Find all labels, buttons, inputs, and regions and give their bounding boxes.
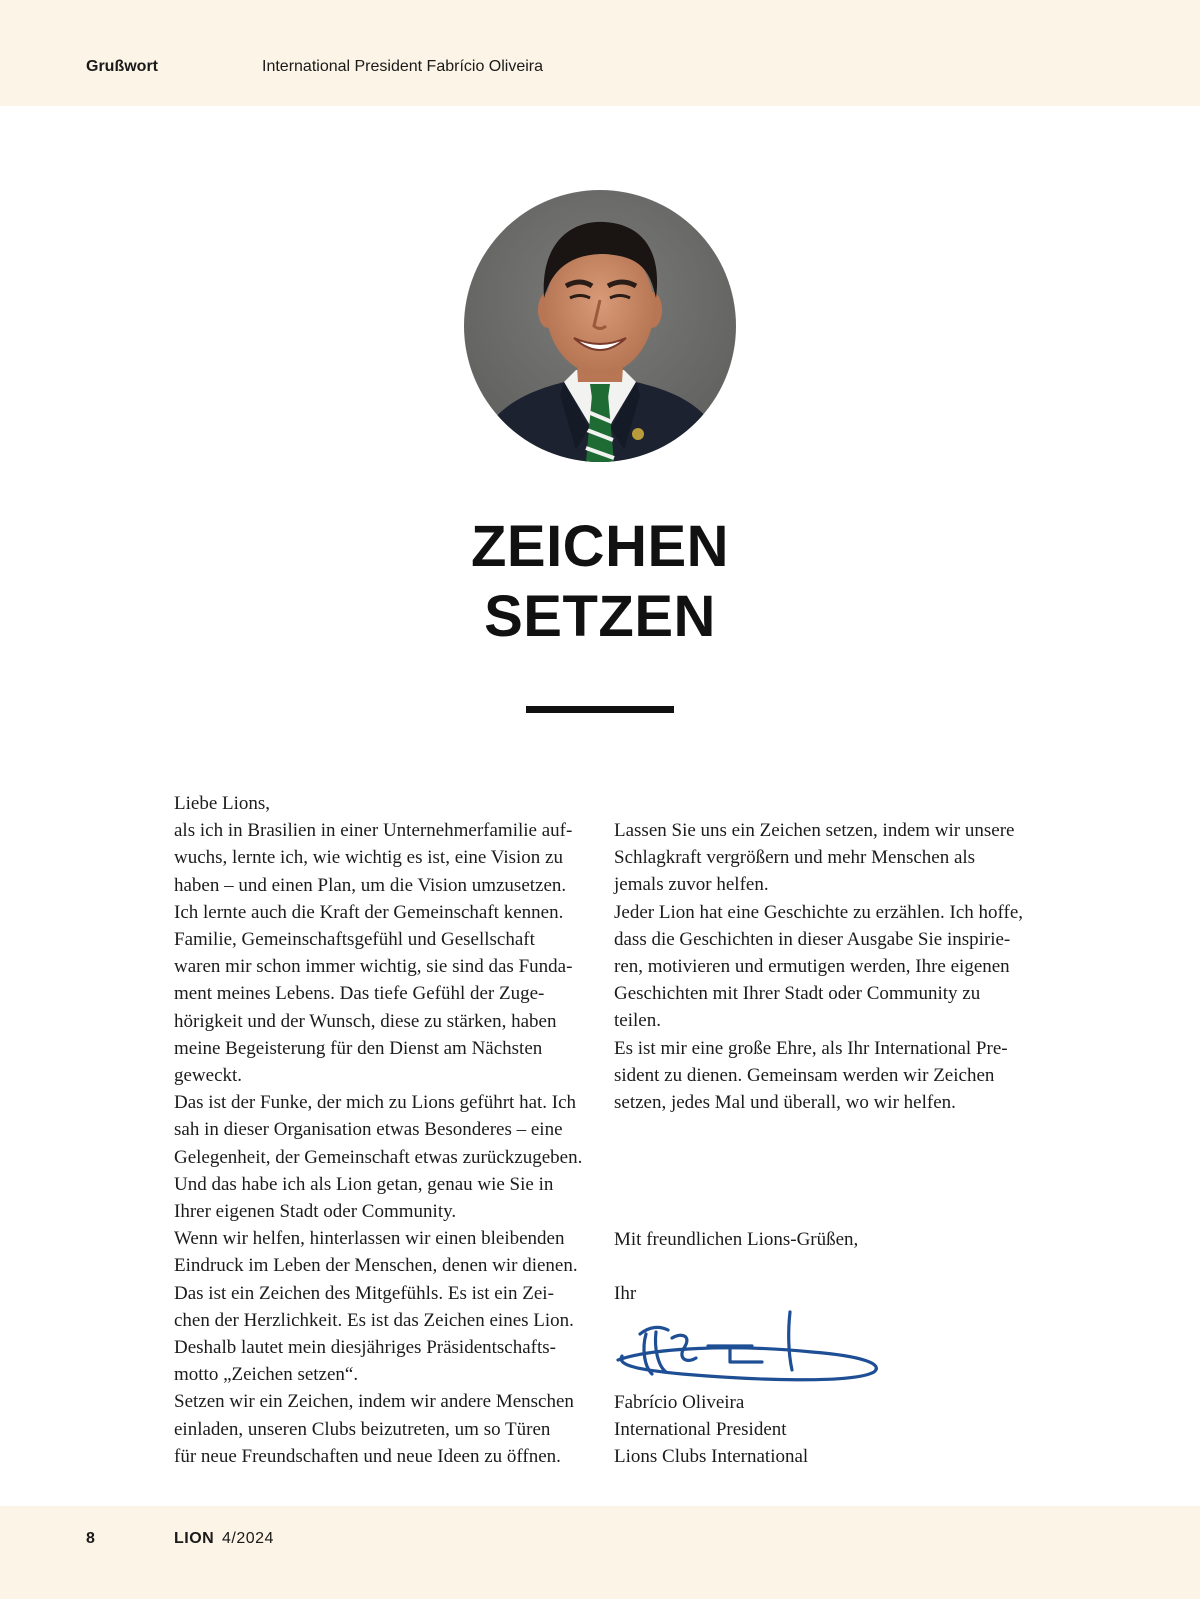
headline xyxy=(300,512,900,652)
letter-line: meine Begeisterung für den Dienst am Nächsten xyxy=(174,1037,543,1059)
header-subtitle: International President Fabrício Oliveira xyxy=(262,58,544,75)
letter-line: Schlagkraft vergrößern und mehr Menschen als xyxy=(614,847,976,869)
letter-line: Geschichten mit Ihrer Stadt oder Community zu xyxy=(614,983,981,1005)
letter-line: Ich lernte auch die Kraft der Gemeinschaft kennen. xyxy=(174,901,564,923)
signer-title: International President xyxy=(614,1419,787,1441)
letter-yours: Ihr xyxy=(614,1283,637,1304)
letter-line: Es ist mir eine große Ehre, als Ihr International Pre- xyxy=(614,1037,1008,1059)
letter-column-left xyxy=(174,790,594,1470)
letter-line: Deshalb lautet mein diesjähriges Präsidentschafts- xyxy=(174,1337,557,1359)
letter-line: chen der Herzlichkeit. Es ist das Zeichen eines Lion. xyxy=(174,1309,574,1331)
portrait-illustration xyxy=(464,190,736,462)
signer-name: Fabrício Oliveira xyxy=(614,1392,745,1413)
letter-line: Liebe Lions, xyxy=(174,793,271,814)
page-number: 8 xyxy=(86,1530,95,1547)
letter-line: Wenn wir helfen, hinterlassen wir einen bleibenden xyxy=(174,1228,565,1250)
headline-line-2: SETZEN xyxy=(484,584,716,649)
letter-line: wuchs, lernte ich, wie wichtig es ist, eine Vision zu xyxy=(174,847,563,869)
issue-number: 4/2024 xyxy=(222,1530,274,1547)
letter-line: jemals zuvor helfen. xyxy=(614,874,769,896)
letter-closing: Mit freundlichen Lions-Grüßen, xyxy=(614,1229,859,1250)
handwritten-signature xyxy=(612,1308,882,1388)
letter-line: Und das habe ich als Lion getan, genau wie Sie in xyxy=(174,1173,554,1195)
letter-line: als ich in Brasilien in einer Unternehmerfamilie auf- xyxy=(174,820,573,842)
letter-line: Das ist der Funke, der mich zu Lions geführt hat. Ich xyxy=(174,1092,577,1114)
headline-line-1: ZEICHEN xyxy=(470,514,730,579)
letter-line: Lassen Sie uns ein Zeichen setzen, indem wir unsere xyxy=(614,820,1015,841)
letter-line: Gelegenheit, der Gemeinschaft etwas zurückzugeben. xyxy=(174,1146,583,1168)
portrait-photo xyxy=(464,190,736,462)
letter-line: Ihrer eigenen Stadt oder Community. xyxy=(174,1201,457,1223)
letter-line: geweckt. xyxy=(174,1065,243,1087)
letter-line: einladen, unseren Clubs beizutreten, um so Türen xyxy=(174,1418,551,1440)
letter-column-right xyxy=(614,817,1034,1116)
letter-line: ment meines Lebens. Das tiefe Gefühl der Zuge- xyxy=(174,983,545,1005)
letter-line: setzen, jedes Mal und überall, wo wir helfen. xyxy=(614,1092,956,1114)
letter-line: motto „Zeichen setzen“. xyxy=(174,1364,359,1386)
letter-line: Das ist ein Zeichen des Mitgefühls. Es ist ein Zei- xyxy=(174,1282,554,1304)
letter-line: ren, motivieren und ermutigen werden, Ihre eigenen xyxy=(614,956,1010,978)
letter-line: Familie, Gemeinschaftsgefühl und Gesellschaft xyxy=(174,929,535,951)
letter-line: hörigkeit und der Wunsch, diese zu stärken, haben xyxy=(174,1010,557,1032)
letter-line: haben – und einen Plan, um die Vision umzusetzen. xyxy=(174,874,567,896)
letter-line: waren mir schon immer wichtig, sie sind das Funda- xyxy=(174,956,573,978)
letter-line: für neue Freundschaften und neue Ideen zu öffnen. xyxy=(174,1445,561,1467)
letter-line: dass die Geschichten in dieser Ausgabe Sie inspirie- xyxy=(614,928,1011,950)
signer-organization: Lions Clubs International xyxy=(614,1446,809,1468)
header-band xyxy=(0,0,1200,106)
section-label: Grußwort xyxy=(86,58,158,75)
magazine-name: LION xyxy=(174,1530,215,1547)
letter-line: Jeder Lion hat eine Geschichte zu erzählen. Ich hoffe, xyxy=(614,901,1024,923)
footer-band xyxy=(0,1506,1200,1599)
headline-divider xyxy=(526,706,674,713)
letter-line: sident zu dienen. Gemeinsam werden wir Zeichen xyxy=(614,1064,995,1086)
signature-block xyxy=(614,1389,808,1471)
letter-line: Setzen wir ein Zeichen, indem wir andere Menschen xyxy=(174,1391,574,1413)
letter-line: sah in dieser Organisation etwas Besonderes – eine xyxy=(174,1119,563,1141)
letter-line: teilen. xyxy=(614,1010,661,1032)
letter-line: Eindruck im Leben der Menschen, denen wir dienen. xyxy=(174,1255,578,1277)
